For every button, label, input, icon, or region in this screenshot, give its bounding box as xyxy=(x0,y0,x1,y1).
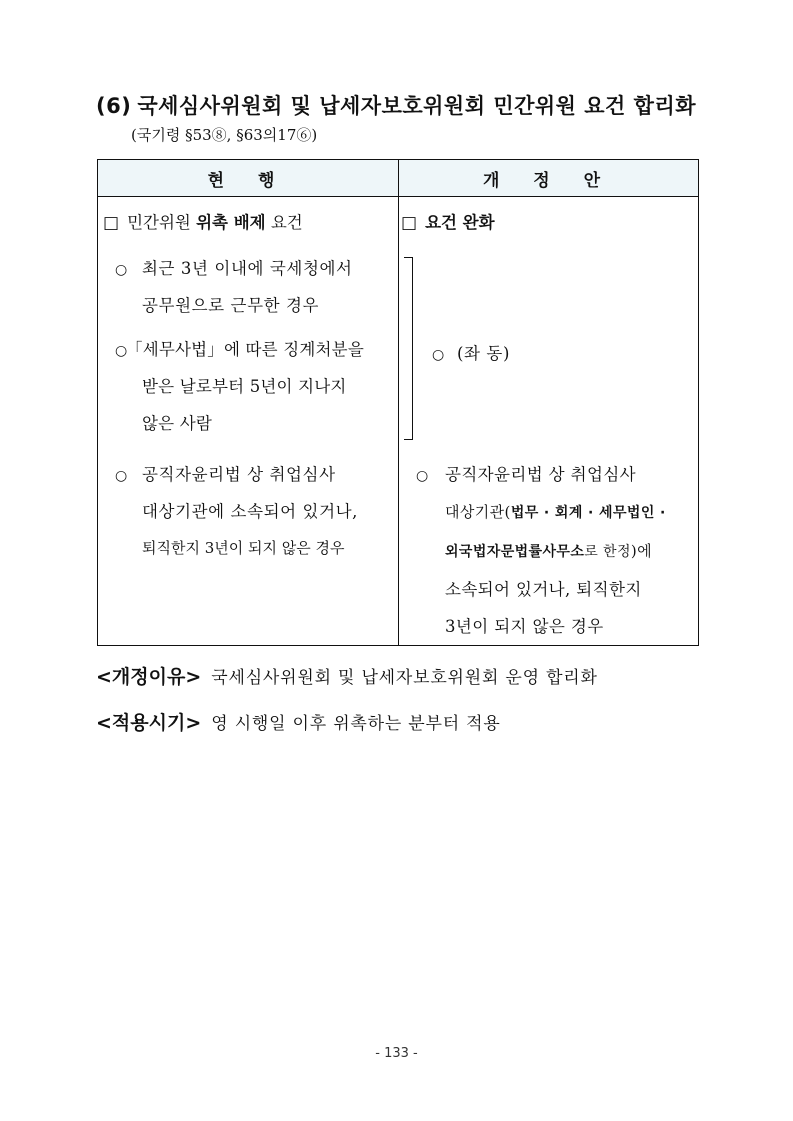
bullet-circle-icon: ○ xyxy=(115,343,128,359)
amended-item-line-2-bold: 법무 · 회계 · 세무법인 · xyxy=(510,505,666,521)
current-box-heading xyxy=(103,209,303,233)
amended-item xyxy=(445,456,666,645)
current-box-bold: 위촉 배제 xyxy=(196,213,266,232)
bullet-circle-icon: ○ xyxy=(115,468,128,484)
current-item-3-line-2: 대상기관에 소속되어 있거나, xyxy=(142,502,359,521)
amended-item-line-1: 공직자윤리법 상 취업심사 xyxy=(445,465,637,484)
bullet-circle-icon: ○ xyxy=(416,468,429,484)
amendment-reason-text: 국세심사위원회 및 납세자보호위원회 운영 합리화 xyxy=(211,668,598,688)
section-citation: (국기령 §53⑧, §63의17⑥) xyxy=(131,126,318,144)
current-box-suffix: 요건 xyxy=(270,213,303,232)
current-box-prefix: 민간위원 xyxy=(127,213,191,232)
amended-box-heading xyxy=(401,209,495,233)
current-item-2 xyxy=(126,331,364,442)
page-number: - 133 - xyxy=(375,1046,418,1061)
amended-item-line-5: 3년이 되지 않은 경우 xyxy=(445,617,604,636)
amended-item-line-2-prefix: 대상기관( xyxy=(445,503,511,521)
amended-item-line-3-suffix: )에 xyxy=(630,542,653,560)
effective-date xyxy=(96,708,501,735)
current-item-2-line-1: 「세무사법」에 따른 징계처분을 xyxy=(126,340,364,359)
amended-box-title: 요건 완화 xyxy=(425,213,495,232)
section-title: 국세심사위원회 및 납세자보호위원회 민간위원 요건 합리화 xyxy=(137,94,697,118)
header-amended: 개 정 안 xyxy=(399,160,699,197)
current-item-2-line-3: 않은 사람 xyxy=(142,414,213,433)
current-item-3 xyxy=(142,456,358,567)
amendment-reason-label: <개정이유> xyxy=(96,666,202,688)
amended-column xyxy=(399,197,699,646)
effective-date-text: 영 시행일 이후 위촉하는 분부터 적용 xyxy=(211,714,501,734)
comparison-table xyxy=(97,159,699,646)
checkbox-square-icon: □ xyxy=(401,213,418,233)
section-heading xyxy=(96,90,696,120)
current-item-1 xyxy=(142,250,353,324)
amended-item-line-3-bold: 외국법자문법률사무소 xyxy=(445,544,585,560)
amended-item-line-2 xyxy=(445,493,666,532)
current-column xyxy=(98,197,399,646)
current-item-1-line-1: 최근 3년 이내에 국세청에서 xyxy=(142,259,353,278)
amended-item-line-4: 소속되어 있거나, 퇴직한지 xyxy=(445,580,642,599)
amended-item-line-3 xyxy=(445,532,666,571)
section-number: (6) xyxy=(96,94,132,118)
current-item-2-line-2: 받은 날로부터 5년이 지나지 xyxy=(142,377,347,396)
current-item-3-line-3: 퇴직한지 3년이 되지 않은 경우 xyxy=(142,539,345,557)
bullet-circle-icon: ○ xyxy=(115,262,128,278)
header-current: 현 행 xyxy=(98,160,399,197)
current-item-1-line-2: 공무원으로 근무한 경우 xyxy=(142,296,320,315)
effective-date-label: <적용시기> xyxy=(96,712,202,734)
current-item-3-line-1: 공직자윤리법 상 취업심사 xyxy=(142,465,336,484)
amended-same: (좌 동) xyxy=(457,344,510,363)
checkbox-square-icon: □ xyxy=(103,213,120,233)
amendment-reason xyxy=(96,662,598,689)
amended-item-line-3-small: 로 한정 xyxy=(584,544,631,560)
bullet-circle-icon: ○ xyxy=(432,347,445,363)
